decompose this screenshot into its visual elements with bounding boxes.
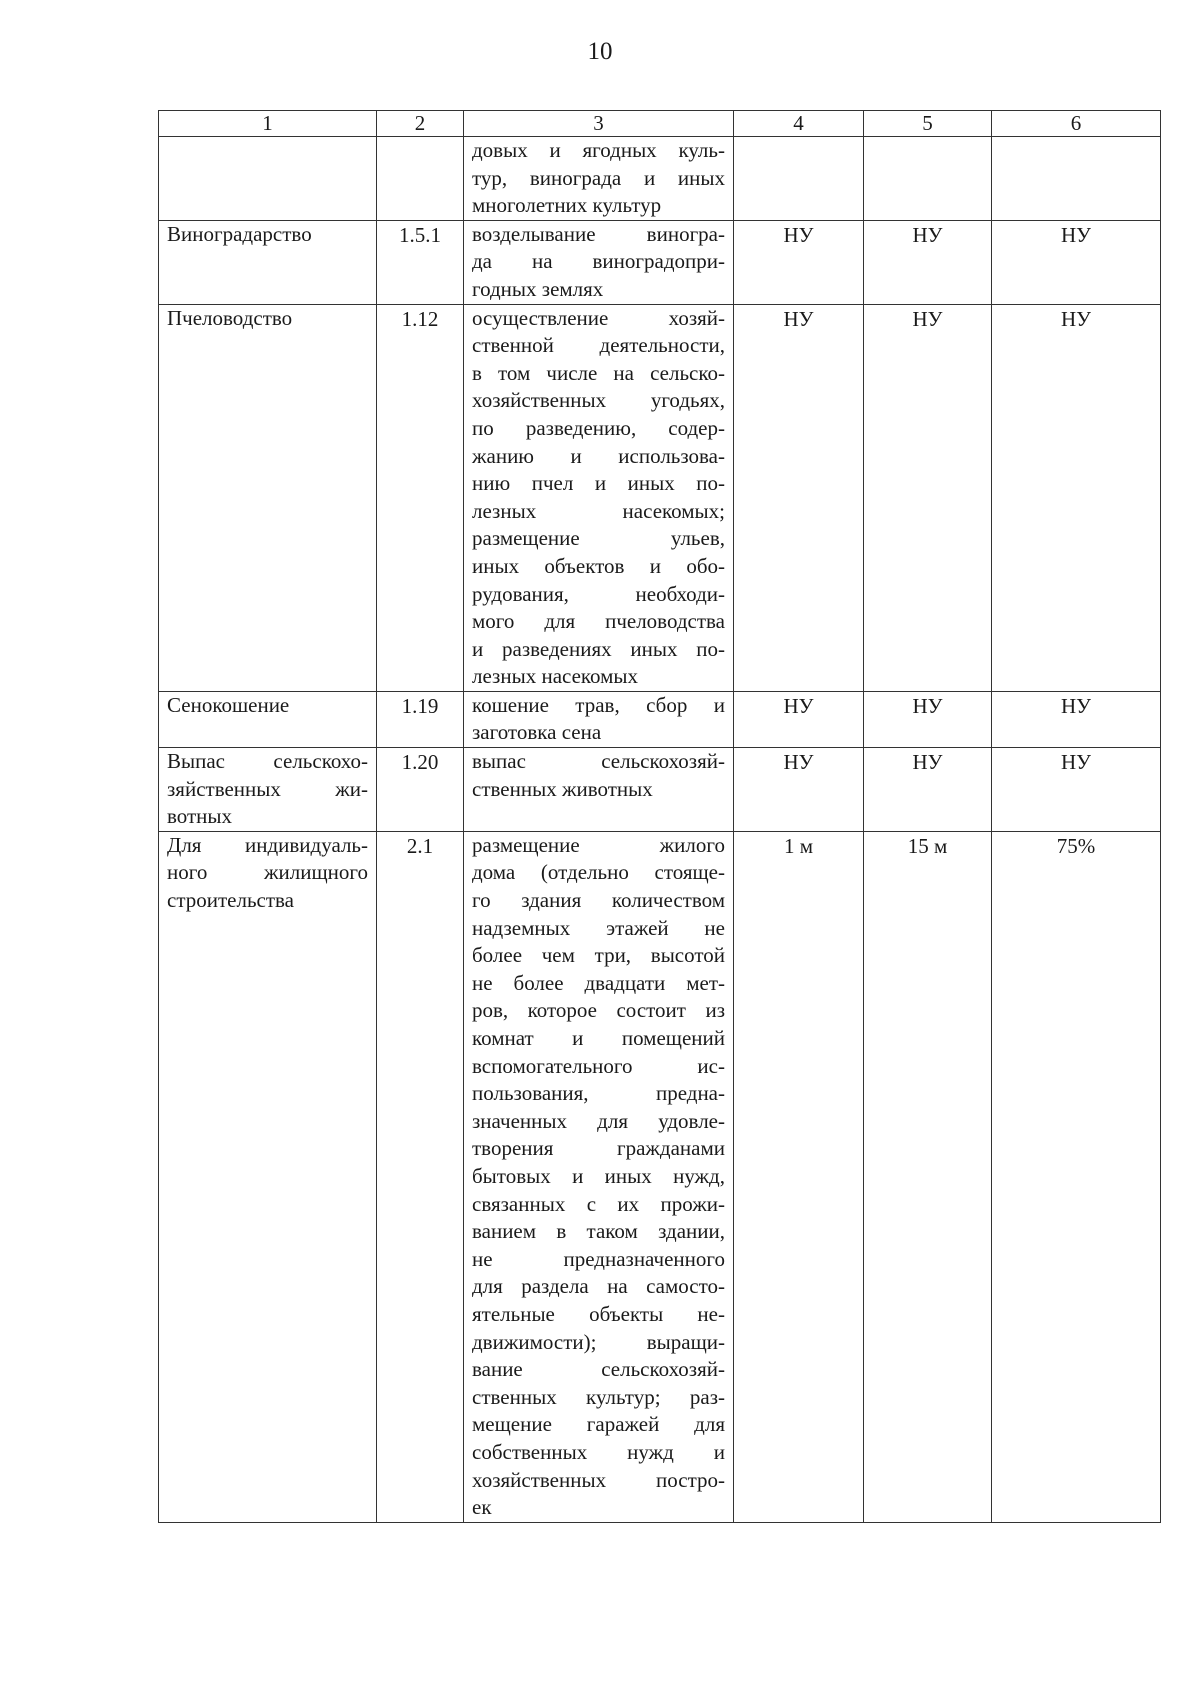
table-row xyxy=(159,691,1161,747)
land-use-name-cell xyxy=(159,137,377,221)
page-number: 10 xyxy=(587,38,613,65)
land-use-description-line: для раздела на самосто- xyxy=(472,1274,725,1299)
land-use-name-line: Сенокошение xyxy=(167,692,290,717)
land-use-description-line: нию пчел и иных по- xyxy=(472,471,725,496)
parameter-value: 75% xyxy=(1056,833,1096,858)
land-use-name-line: Виноградарство xyxy=(167,221,312,246)
header-cell: 6 xyxy=(992,111,1161,137)
land-use-description-line: ятельные объекты не- xyxy=(472,1301,725,1326)
header-cell: 4 xyxy=(734,111,864,137)
land-use-name-cell xyxy=(159,691,377,747)
land-use-description-line: дома (отдельно стояще- xyxy=(472,860,725,885)
land-use-description-line: движимости); выращи- xyxy=(472,1329,725,1354)
table-row xyxy=(159,137,1161,221)
land-use-description-line: по разведению, содер- xyxy=(472,415,725,440)
parameter-cell-c5 xyxy=(864,748,992,832)
parameter-cell-c6 xyxy=(992,304,1161,691)
parameter-cell-c6 xyxy=(992,137,1161,221)
land-use-name-line: Выпас сельскохо- xyxy=(167,749,368,774)
land-use-description-line: заготовка сена xyxy=(472,720,602,745)
land-use-description-line: в том числе на сельско- xyxy=(472,360,725,385)
parameter-cell-c4 xyxy=(734,691,864,747)
land-use-code-cell xyxy=(377,137,464,221)
header-cell: 1 xyxy=(159,111,377,137)
land-use-description-line: творения гражданами xyxy=(472,1136,725,1161)
land-use-description-line: многолетних культур xyxy=(472,193,662,218)
land-use-name-line: Пчеловодство xyxy=(167,305,293,330)
land-use-code xyxy=(385,137,455,138)
land-use-description-line: собственных нужд и xyxy=(472,1439,725,1464)
parameter-value: НУ xyxy=(783,222,814,247)
land-use-description-line: ственной деятельности, xyxy=(472,333,725,358)
land-use-table xyxy=(158,110,1161,1523)
land-use-description-line: более чем три, высотой xyxy=(472,943,725,968)
land-use-description-line: ек xyxy=(472,1495,492,1520)
parameter-cell-c5 xyxy=(864,831,992,1522)
land-use-code: 1.19 xyxy=(401,693,439,718)
parameter-cell-c6 xyxy=(992,831,1161,1522)
land-use-description-line: выпас сельскохозяй- xyxy=(472,749,725,774)
land-use-description-line: значенных для удовле- xyxy=(472,1108,725,1133)
parameter-value: НУ xyxy=(912,306,943,331)
land-use-name-line: Для индивидуаль- xyxy=(167,832,368,857)
land-use-description-line: вспомогательного ис- xyxy=(472,1053,725,1078)
land-use-description-line: рудования, необходи- xyxy=(472,581,725,606)
parameter-cell-c5 xyxy=(864,220,992,304)
land-use-name-cell xyxy=(159,304,377,691)
parameter-value xyxy=(872,137,983,138)
parameter-cell-c6 xyxy=(992,691,1161,747)
land-use-description-line: мещение гаражей для xyxy=(472,1412,725,1437)
parameter-cell-c4 xyxy=(734,220,864,304)
land-use-code-cell xyxy=(377,748,464,832)
land-use-description-line: иных объектов и обо- xyxy=(472,553,725,578)
land-use-description-line: не более двадцати мет- xyxy=(472,970,725,995)
land-use-description-line: ванием в таком здании, xyxy=(472,1219,725,1244)
land-use-description-line: ственных культур; раз- xyxy=(472,1384,725,1409)
parameter-value: НУ xyxy=(1060,222,1092,247)
land-use-description-line: лезных насекомых; xyxy=(472,498,725,523)
land-use-description-cell xyxy=(464,304,734,691)
parameter-cell-c4 xyxy=(734,304,864,691)
land-use-code-cell xyxy=(377,831,464,1522)
parameter-cell-c6 xyxy=(992,220,1161,304)
land-use-description-line: размещение ульев, xyxy=(472,526,725,551)
parameter-cell-c4 xyxy=(734,831,864,1522)
parameter-value: НУ xyxy=(912,750,943,775)
land-use-code: 1.5.1 xyxy=(399,222,441,247)
land-use-code: 1.12 xyxy=(401,306,439,331)
land-use-description-line: бытовых и иных нужд, xyxy=(472,1163,725,1188)
parameter-value: НУ xyxy=(783,750,814,775)
parameter-value: НУ xyxy=(783,693,814,718)
land-use-description-line: тур, винограда и иных xyxy=(472,165,725,190)
land-use-description-line: размещение жилого xyxy=(472,832,725,857)
land-use-description-line: комнат и помещений xyxy=(472,1026,725,1050)
land-use-name-line: строительства xyxy=(167,888,295,913)
land-use-name-cell xyxy=(159,831,377,1522)
header-cell: 3 xyxy=(464,111,734,137)
header-cell: 5 xyxy=(864,111,992,137)
land-use-description-line: пользования, предна- xyxy=(472,1081,725,1106)
parameter-cell-c6 xyxy=(992,748,1161,832)
land-use-description-line: не предназначенного xyxy=(472,1246,725,1271)
land-use-description-line: хозяйственных угодьях, xyxy=(472,388,725,413)
table-row xyxy=(159,748,1161,832)
table-row xyxy=(159,831,1161,1522)
parameter-value: НУ xyxy=(912,693,943,718)
land-use-name-line: вотных xyxy=(167,804,233,829)
parameter-value: 1 м xyxy=(783,833,814,858)
parameter-cell-c5 xyxy=(864,304,992,691)
land-use-description-line: вание сельскохозяй- xyxy=(472,1357,725,1382)
land-use-description-cell xyxy=(464,220,734,304)
parameter-cell-c4 xyxy=(734,748,864,832)
land-use-name-line: зяйственных жи- xyxy=(167,776,368,801)
parameter-value: НУ xyxy=(1060,306,1092,331)
land-use-code: 1.20 xyxy=(401,750,439,775)
land-use-description-cell xyxy=(464,831,734,1522)
land-use-code-cell xyxy=(377,220,464,304)
land-use-description-line: лезных насекомых xyxy=(472,664,639,689)
land-use-description-line: связанных с их прожи- xyxy=(472,1191,725,1216)
parameter-value xyxy=(742,137,855,138)
land-use-description-line: ров, которое состоит из xyxy=(472,998,725,1023)
parameter-value: НУ xyxy=(912,222,943,247)
header-cell: 2 xyxy=(377,111,464,137)
land-use-description-line: кошение трав, сбор и xyxy=(472,692,725,717)
land-use-name-cell xyxy=(159,220,377,304)
land-use-description-cell xyxy=(464,691,734,747)
land-use-description-line: мого для пчеловодства xyxy=(472,609,725,634)
land-use-description-line: хозяйственных постро- xyxy=(472,1467,725,1492)
land-use-description-line: го здания количеством xyxy=(472,888,725,913)
parameter-value: НУ xyxy=(783,306,814,331)
land-use-name-line: ного жилищного xyxy=(167,860,368,885)
table-header-row xyxy=(159,111,1161,137)
land-use-code-cell xyxy=(377,691,464,747)
land-use-description-line: довых и ягодных куль- xyxy=(472,138,725,162)
land-use-description-line: надземных этажей не xyxy=(472,915,725,940)
land-use-code: 2.1 xyxy=(406,833,434,858)
parameter-cell-c5 xyxy=(864,691,992,747)
land-use-description-line: и разведениях иных по- xyxy=(472,636,725,661)
land-use-description-line: осуществление хозяй- xyxy=(472,305,725,330)
land-use-description-line: жанию и использова- xyxy=(472,443,725,468)
table-row xyxy=(159,304,1161,691)
land-use-description-cell xyxy=(464,748,734,832)
parameter-cell-c4 xyxy=(734,137,864,221)
land-use-code-cell xyxy=(377,304,464,691)
land-use-description-line: ственных животных xyxy=(472,776,653,801)
parameter-cell-c5 xyxy=(864,137,992,221)
land-use-description-cell xyxy=(464,137,734,221)
land-use-description-line: годных землях xyxy=(472,276,604,301)
land-use-description-line: да на виноградопри- xyxy=(472,249,725,274)
parameter-value: НУ xyxy=(1060,750,1092,775)
table-row xyxy=(159,220,1161,304)
parameter-value xyxy=(1000,137,1152,138)
parameter-value: 15 м xyxy=(907,833,948,858)
land-use-description-line: возделывание виногра- xyxy=(472,221,725,246)
land-use-name-cell xyxy=(159,748,377,832)
parameter-value: НУ xyxy=(1060,693,1092,718)
